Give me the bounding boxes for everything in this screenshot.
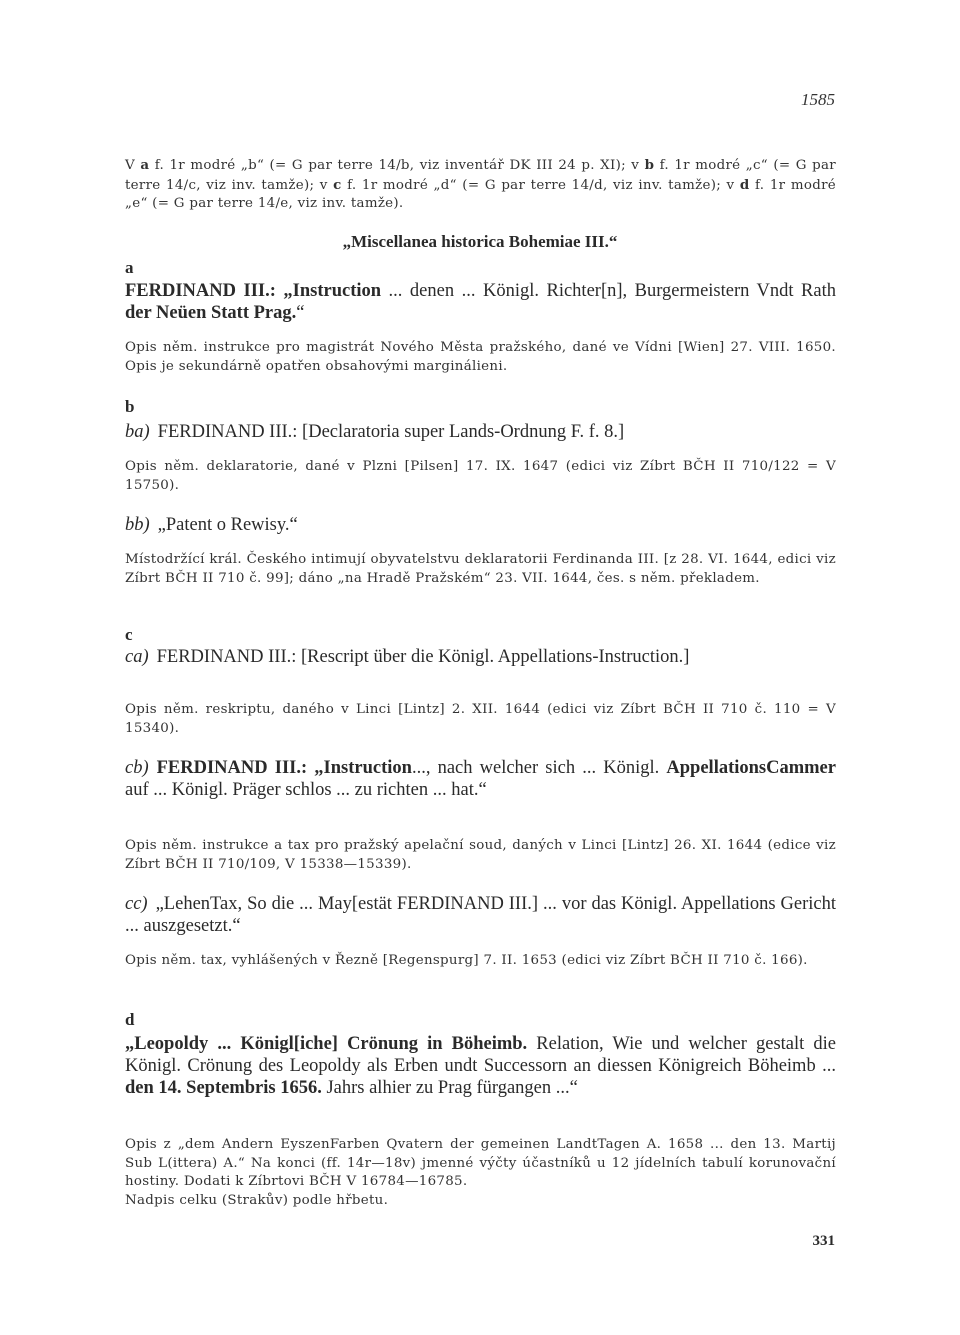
entry-bb-description: Místodržící král. Českého intimují obyvatelstvu deklaratorii Ferdinanda III. [z 28. VI. 1644, edici viz Zíbrt BČH II 710 č. 99]; dáno „na Hradě Pražském“ 23. VII. 1644, čes. s něm. překladem. [125,552,836,586]
entry-cb-description: Opis něm. instrukce a tax pro pražský apelační soud, daných v Linci [Lintz] 26. XI. 1644 (edice viz Zíbrt BČH II 710/109, V 15338—15339). [125,838,836,872]
entry-ba-description: Opis něm. deklaratorie, dané v Plzni [Pilsen] 17. IX. 1647 (edici viz Zíbrt BČH II 710/122 = V 15750). [125,459,836,493]
entry-ba: ba) FERDINAND III.: [Declaratoria super Lands-Ordnung F. f. 8.] [125,422,625,442]
entry-cb: cb) FERDINAND III.: „Instruction..., nach welcher sich ... Königl. AppellationsCammer auf ... Königl. Präger schlos ... zu richten ... hat.“ [125,758,836,800]
intro-paragraph: V a f. 1r modré „b“ (= G par terre 14/b, viz inventář DK III 24 p. XI); v b f. 1r modré „c“ (= G par terre 14/c, viz inv. tamže); v c f. 1r modré „d“ (= G par terre 14/d, viz inv. tamže); v d f. 1r modré „e“ (= G par terre 14/e, viz inv. tamže). [125,157,837,211]
entry-label: ca) [125,647,149,667]
entry-cc-description: Opis něm. tax, vyhlášených v Řezně [Regenspurg] 7. II. 1653 (edici viz Zíbrt BČH II 710 č. 166). [125,953,808,968]
entry-d-description: Opis z „dem Andern EyszenFarben Qvatern der gemeinen LandtTagen A. 1658 ... den 13. Martij Sub L(ittera) A.“ Na konci (ff. 14r—18v) jmenné výčty účastníků u 12 jídelních tabulí korunovační hostiny. Dodati k Zíbrtovi BČH V 16784—16785. [125,1137,836,1189]
page-title: „Miscellanea historica Bohemiae III.“ [342,232,618,251]
entry-cc: cc) „LehenTax, So die ... May[estät FERDINAND III.] ... vor das Königl. Appellations Gericht ... auszgesetzt.“ [125,894,836,936]
entry-label: cb) [125,758,149,778]
section-letter-a: a [125,258,134,277]
entry-a-description: Opis něm. instrukce pro magistrát Nového Města pražského, dané ve Vídni [Wien] 27. VIII. 1650. Opis je sekundárně opatřen obsahovými marginálieni. [125,340,836,374]
entry-label: cc) [125,894,148,914]
entry-ca-description: Opis něm. reskriptu, daného v Linci [Lintz] 2. XII. 1644 (edici viz Zíbrt BČH II 710 č. 110 = V 15340). [125,702,836,736]
entry-bb: bb) „Patent o Rewisy.“ [125,515,298,535]
page-number: 331 [812,1233,835,1249]
entry-a: FERDINAND III.: „Instruction ... denen ... Königl. Richter[n], Burgermeistern Vndt Rath der Neüen Statt Prag.“ [125,281,836,323]
entry-ca: ca) FERDINAND III.: [Rescript über die Königl. Appellations-Instruction.] [125,647,690,667]
section-letter-c: c [125,625,133,644]
entry-d-note: Nadpis celku (Strakův) podle hřbetu. [125,1193,389,1208]
entry-label: ba) [125,422,150,442]
section-letter-d: d [125,1010,135,1029]
section-letter-b: b [125,397,135,416]
page-year: 1585 [801,90,835,109]
entry-label: bb) [125,515,150,535]
entry-d: „Leopoldy ... Königl[iche] Crönung in Böheimb. Relation, Wie und welcher gestalt die Königl. Crönung des Leopoldy als Erben undt Successorn an diessen Königreich Böheimb ... den 14. Septembris 1656. Jahrs alhier zu Prag fürgangen ...“ [125,1034,836,1098]
